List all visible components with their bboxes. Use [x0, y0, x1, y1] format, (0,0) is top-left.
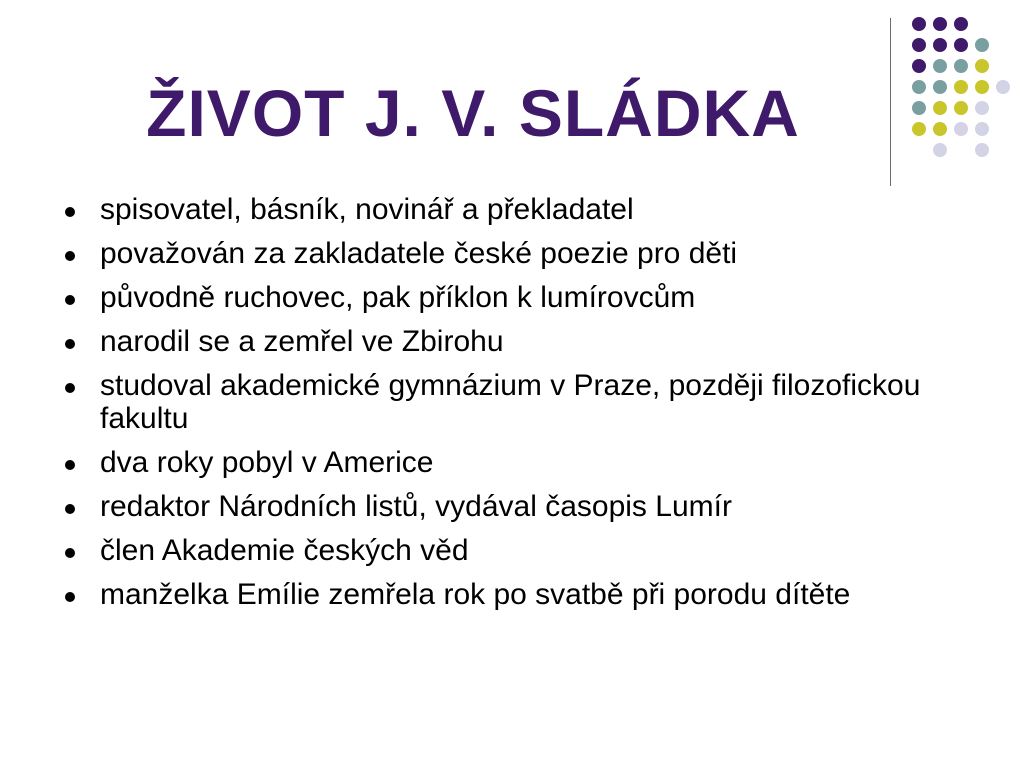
- decor-dot-lavender: [975, 143, 989, 157]
- bullet-text: člen Akademie českých věd: [100, 534, 469, 567]
- bullet-text: studoval akademické gymnázium v Praze, později filozofickou fakultu: [100, 369, 921, 435]
- decor-dot-olive: [954, 80, 968, 94]
- bullet-item: [62, 369, 962, 435]
- bullet-dot-icon: [65, 504, 75, 514]
- decor-dot-olive: [975, 59, 989, 73]
- bullet-item: [62, 446, 962, 479]
- bullet-text: považován za zakladatele české poezie pro děti: [100, 237, 738, 270]
- decor-dot-purple: [933, 17, 947, 31]
- decor-dot-lavender: [975, 122, 989, 136]
- bullet-text: narodil se a zemřel ve Zbirohu: [100, 325, 504, 358]
- title-divider-line: [890, 18, 891, 186]
- bullet-text: manželka Emílie zemřela rok po svatbě při porodu dítěte: [100, 578, 851, 611]
- decor-dot-purple: [954, 17, 968, 31]
- bullet-item: [62, 281, 962, 314]
- bullet-text: původně ruchovec, pak příklon k lumírovcům: [100, 281, 696, 314]
- decor-dot-lavender: [954, 122, 968, 136]
- bullet-dot-icon: [65, 295, 75, 305]
- decor-dot-teal: [954, 59, 968, 73]
- bullet-text: spisovatel, básník, novinář a překladatel: [100, 193, 634, 226]
- decor-dot-purple: [933, 38, 947, 52]
- bullet-text: dva roky pobyl v Americe: [100, 446, 434, 479]
- bullet-dot-icon: [65, 207, 75, 217]
- decor-dot-teal: [975, 38, 989, 52]
- bullet-item: [62, 534, 962, 567]
- bullet-item: [62, 193, 962, 226]
- decor-dot-olive: [975, 80, 989, 94]
- bullet-text: redaktor Národních listů, vydával časopis Lumír: [100, 490, 732, 523]
- decor-dot-purple: [912, 38, 926, 52]
- decor-dot-lavender: [996, 80, 1010, 94]
- decor-dot-lavender: [975, 101, 989, 115]
- slide-title: ŽIVOT J. V. SLÁDKA: [146, 76, 800, 150]
- decor-dot-olive: [954, 101, 968, 115]
- bullet-dot-icon: [65, 339, 75, 349]
- bullet-item: [62, 578, 962, 611]
- bullet-dot-icon: [65, 251, 75, 261]
- bullet-dot-icon: [65, 592, 75, 602]
- decor-dot-purple: [912, 17, 926, 31]
- decor-dot-purple: [954, 38, 968, 52]
- bullet-dot-icon: [65, 383, 75, 393]
- bullet-item: [62, 237, 962, 270]
- bullet-item: [62, 490, 962, 523]
- bullet-dot-icon: [65, 460, 75, 470]
- bullet-item: [62, 325, 962, 358]
- bullet-list: [62, 193, 962, 622]
- bullet-dot-icon: [65, 548, 75, 558]
